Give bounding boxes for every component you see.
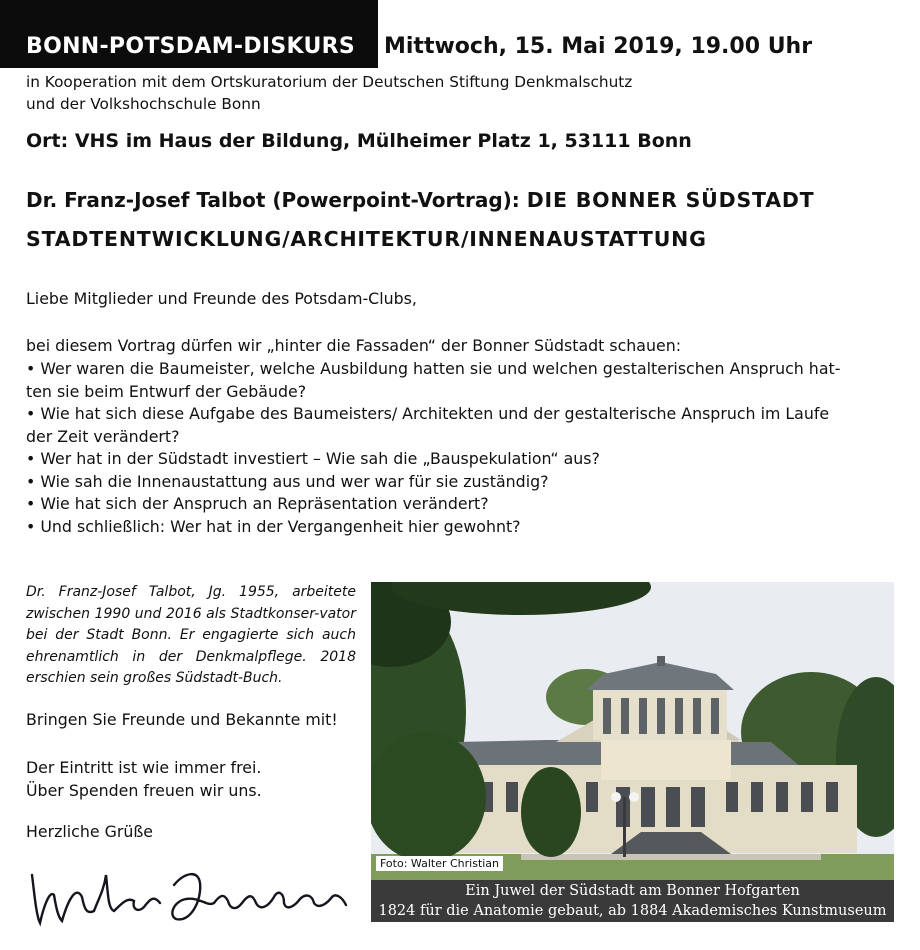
series-badge <box>0 0 378 68</box>
talk-title-main: DIE BONNER SÜDSTADT <box>526 188 815 212</box>
closing-greeting: Herzliche Grüße <box>26 822 154 841</box>
cooperation-line-2: und der Volkshochschule Bonn <box>26 95 261 113</box>
entry-line-1: Der Eintritt ist wie immer frei. <box>26 758 262 777</box>
list-item: • Wer waren die Baumeister, welche Ausbildung hatten sie und welchen gestalterischen Anspruch hat- <box>26 359 841 378</box>
invitation-text: Bringen Sie Freunde und Bekannte mit! <box>26 710 338 729</box>
list-item: • Und schließlich: Wer hat in der Vergangenheit hier gewohnt? <box>26 516 521 536</box>
intro-text: bei diesem Vortrag dürfen wir „hinter die Fassaden“ der Bonner Südstadt schauen: <box>26 336 682 355</box>
question-list <box>26 358 894 538</box>
list-item: ten sie beim Entwurf der Gebäude? <box>26 381 307 401</box>
list-item: • Wie hat sich der Anspruch an Repräsentation verändert? <box>26 494 489 513</box>
list-item: • Wie sah die Innenaustattung aus und wer war für sie zuständig? <box>26 471 549 491</box>
caption-line-2: 1824 für die Anatomie gebaut, ab 1884 Akademisches Kunstmuseum <box>378 903 887 919</box>
talk-title-line-2: STADTENTWICKLUNG/ARCHITEKTUR/INNENAUSTATTUNG <box>26 227 707 251</box>
building-photo <box>371 582 894 922</box>
list-item: • Wer hat in der Südstadt investiert – Wie sah die „Bauspekulation“ aus? <box>26 449 600 468</box>
salutation: Liebe Mitglieder und Freunde des Potsdam-Clubs, <box>26 289 417 308</box>
photo-caption <box>371 880 894 922</box>
talk-title-line-1 <box>26 188 814 212</box>
speaker-bio: Dr. Franz-Josef Talbot, Jg. 1955, arbeitete zwischen 1990 und 2016 als Stadtkonser-vator bei der Stadt Bonn. Er engagierte sich auch ehrenamtlich in der Denkmalpflege. 2018 erschien sein großes Südstadt-Buch. <box>26 584 356 686</box>
list-item: der Zeit verändert? <box>26 426 180 446</box>
cooperation-note <box>26 71 632 115</box>
speaker-name: Dr. Franz-Josef Talbot (Powerpoint-Vortrag): <box>26 188 527 212</box>
caption-line-1: Ein Juwel der Südstadt am Bonner Hofgarten <box>465 883 800 899</box>
header-line <box>0 0 920 68</box>
entry-line-2: Über Spenden freuen wir uns. <box>26 780 262 800</box>
cooperation-line-1: in Kooperation mit dem Ortskuratorium der Deutschen Stiftung Denkmalschutz <box>26 73 633 91</box>
event-date: Mittwoch, 15. Mai 2019, 19.00 Uhr <box>384 34 813 59</box>
entry-note <box>26 757 262 802</box>
series-name: BONN-POTSDAM-DISKURS <box>26 34 356 59</box>
list-item: • Wie hat sich diese Aufgabe des Baumeisters/ Architekten und der gestalterische Anspruch im Laufe <box>26 404 830 423</box>
event-location: Ort: VHS im Haus der Bildung, Mülheimer Platz 1, 53111 Bonn <box>26 130 692 152</box>
photo-credit: Foto: Walter Christian <box>376 856 503 871</box>
handwritten-signature <box>24 845 364 940</box>
